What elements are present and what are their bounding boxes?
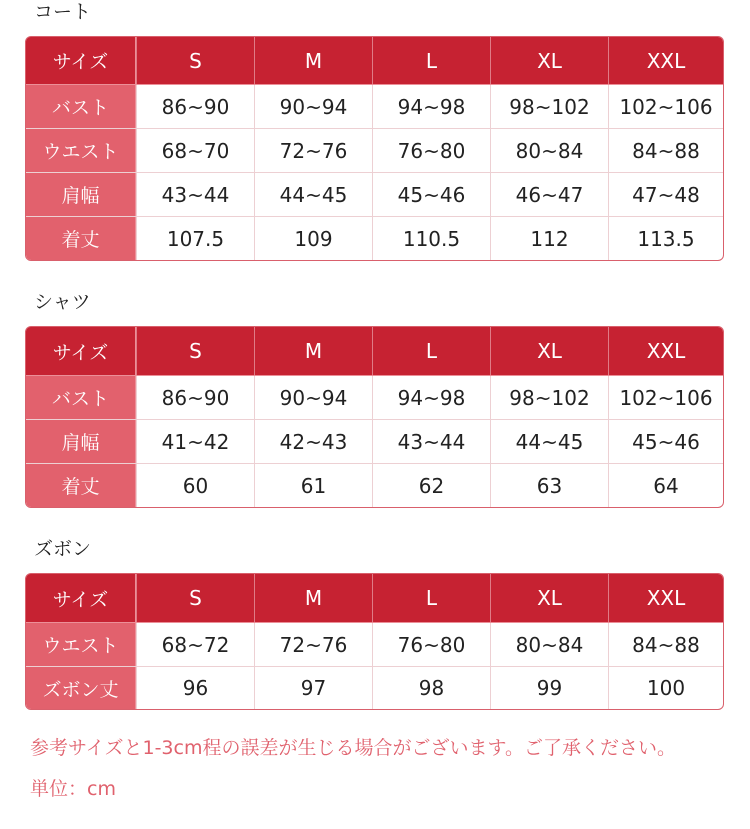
table-cell: 45~46 [608,420,723,463]
table-row [26,419,723,463]
header-size: S [136,37,254,84]
header-label: サイズ [26,327,136,375]
table-cell: 84~88 [608,129,723,172]
header-size: S [136,574,254,622]
table-cell: 43~44 [136,173,254,216]
unit-note: 単位：cm [30,778,116,800]
row-label: バスト [26,376,136,419]
table-cell: 47~48 [608,173,723,216]
header-size: L [372,574,490,622]
table-cell: 96 [136,667,254,709]
header-size: XXL [608,574,723,622]
table-row [26,172,723,216]
header-size: M [254,327,372,375]
table-cell: 97 [254,667,372,709]
header-size: XL [490,574,608,622]
row-label: 肩幅 [26,420,136,463]
header-size: XXL [608,327,723,375]
header-label: サイズ [26,37,136,84]
table-cell: 107.5 [136,217,254,260]
row-label: ズボン丈 [26,667,136,709]
table-cell: 112 [490,217,608,260]
table-cell: 44~45 [254,173,372,216]
table-row [26,216,723,260]
table-cell: 86~90 [136,85,254,128]
table-cell: 61 [254,464,372,507]
size-table-shirt [25,326,724,508]
table-cell: 90~94 [254,85,372,128]
table-cell: 80~84 [490,129,608,172]
table-row [26,375,723,419]
table-cell: 68~72 [136,623,254,666]
table-cell: 45~46 [372,173,490,216]
table-cell: 94~98 [372,85,490,128]
table-cell: 110.5 [372,217,490,260]
table-cell: 62 [372,464,490,507]
table-cell: 44~45 [490,420,608,463]
row-label: ウエスト [26,129,136,172]
row-label: バスト [26,85,136,128]
table-cell: 60 [136,464,254,507]
header-size: L [372,37,490,84]
section-title-coat: コート [34,1,92,23]
header-size: XL [490,37,608,84]
row-label: 着丈 [26,464,136,507]
table-cell: 102~106 [608,85,723,128]
table-cell: 72~76 [254,129,372,172]
table-cell: 64 [608,464,723,507]
table-cell: 72~76 [254,623,372,666]
table-cell: 42~43 [254,420,372,463]
table-row [26,666,723,709]
table-cell: 63 [490,464,608,507]
table-row [26,622,723,666]
header-size: XL [490,327,608,375]
section-title-pants: ズボン [34,538,92,560]
table-cell: 98~102 [490,85,608,128]
header-size: S [136,327,254,375]
table-cell: 113.5 [608,217,723,260]
header-size: M [254,574,372,622]
table-cell: 98 [372,667,490,709]
table-row [26,128,723,172]
table-cell: 76~80 [372,129,490,172]
header-size: L [372,327,490,375]
table-header-row [26,37,723,84]
header-size: XXL [608,37,723,84]
table-cell: 99 [490,667,608,709]
table-cell: 94~98 [372,376,490,419]
table-cell: 80~84 [490,623,608,666]
table-cell: 76~80 [372,623,490,666]
table-header-row [26,327,723,375]
table-cell: 84~88 [608,623,723,666]
table-cell: 109 [254,217,372,260]
table-cell: 86~90 [136,376,254,419]
table-cell: 100 [608,667,723,709]
table-cell: 41~42 [136,420,254,463]
size-table-pants [25,573,724,710]
section-title-shirt: シャツ [34,291,91,313]
size-disclaimer: 参考サイズと1-3cm程の誤差が生じる場合がございます。ご了承ください。 [30,737,676,759]
table-cell: 68~70 [136,129,254,172]
table-row [26,463,723,507]
row-label: 肩幅 [26,173,136,216]
table-cell: 98~102 [490,376,608,419]
header-size: M [254,37,372,84]
table-cell: 43~44 [372,420,490,463]
row-label: ウエスト [26,623,136,666]
table-cell: 102~106 [608,376,723,419]
row-label: 着丈 [26,217,136,260]
header-label: サイズ [26,574,136,622]
table-cell: 46~47 [490,173,608,216]
table-cell: 90~94 [254,376,372,419]
size-table-coat [25,36,724,261]
table-row [26,84,723,128]
table-header-row [26,574,723,622]
